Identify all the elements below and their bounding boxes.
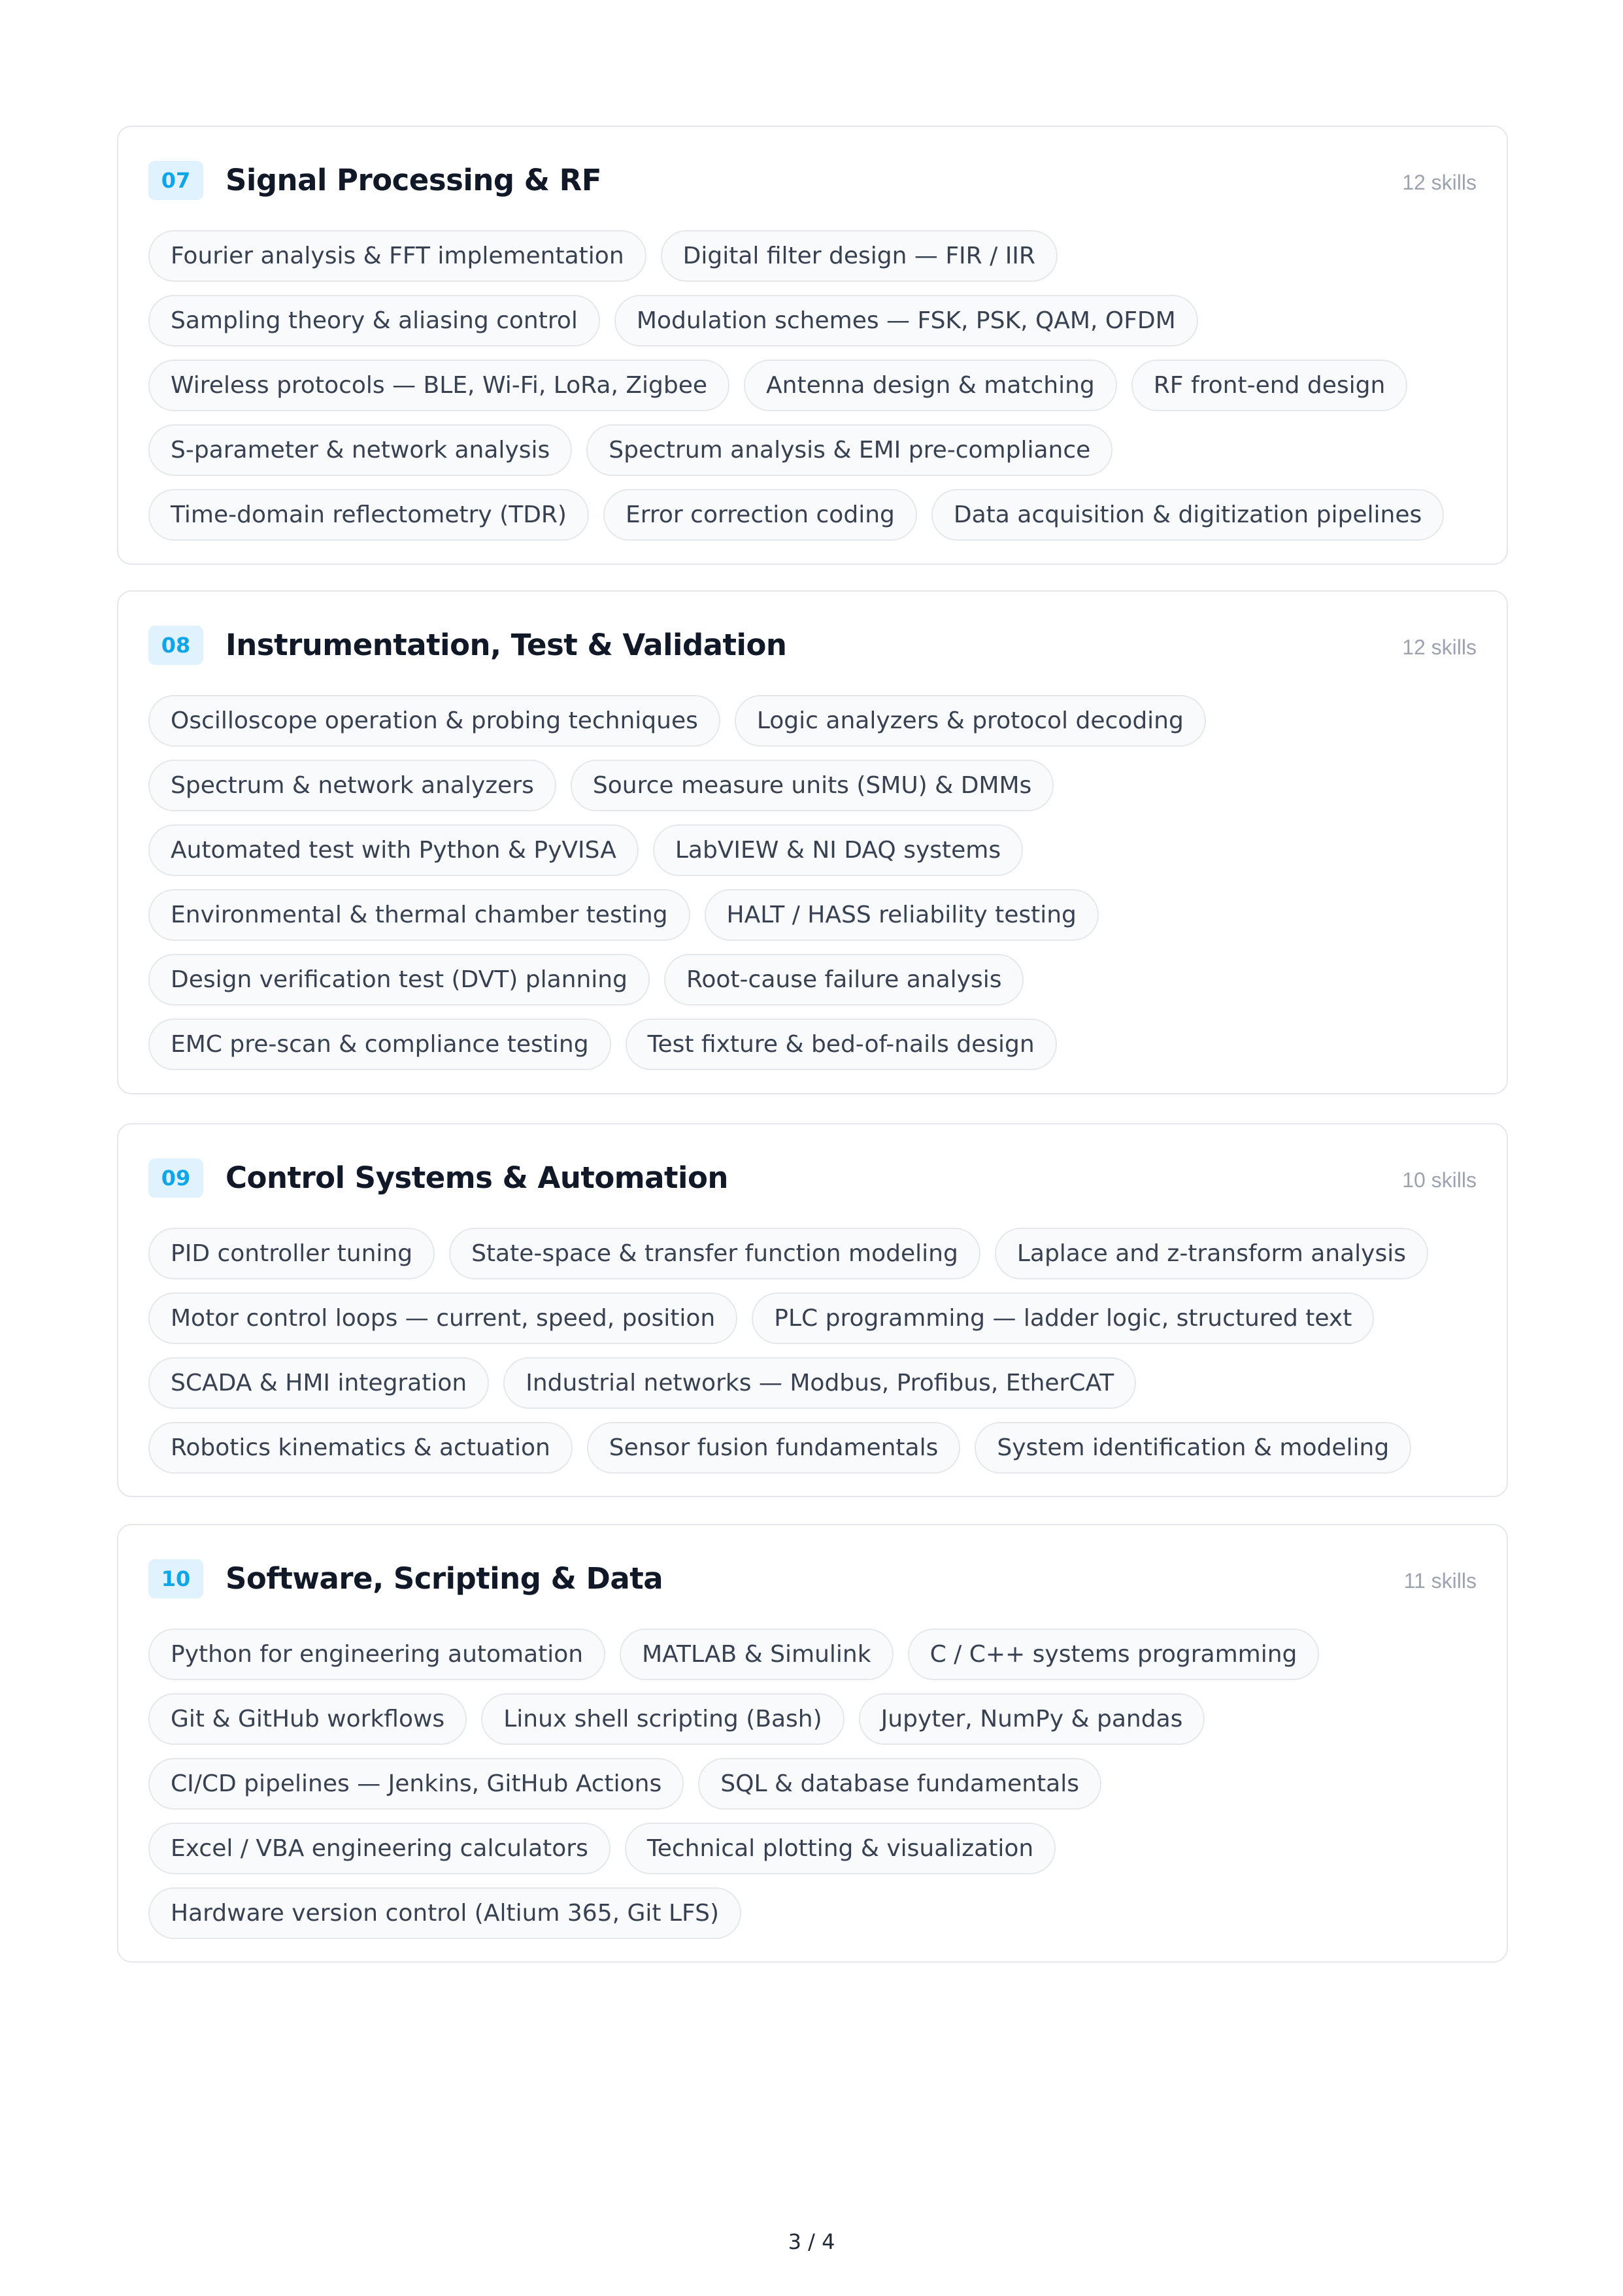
skill-chip: Design verification test (DVT) planning xyxy=(148,954,650,1005)
skill-chip: S-parameter & network analysis xyxy=(148,424,572,476)
section-header xyxy=(148,1558,1477,1600)
skill-count: 10 skills xyxy=(1402,1168,1477,1192)
skill-chip: LabVIEW & NI DAQ systems xyxy=(653,824,1023,876)
skill-chip: Git & GitHub workflows xyxy=(148,1693,467,1745)
skill-chip: Motor control loops — current, speed, position xyxy=(148,1292,737,1344)
skill-count: 12 skills xyxy=(1402,171,1477,194)
skill-chip: Industrial networks — Modbus, Profibus, EtherCAT xyxy=(503,1357,1136,1409)
skill-chip: Jupyter, NumPy & pandas xyxy=(859,1693,1205,1745)
skill-chip: Root-cause failure analysis xyxy=(664,954,1024,1005)
skill-chip: Spectrum analysis & EMI pre-compliance xyxy=(586,424,1113,476)
skill-chip: Linux shell scripting (Bash) xyxy=(481,1693,844,1745)
skill-chip: Logic analyzers & protocol decoding xyxy=(735,695,1206,747)
skill-chip: Data acquisition & digitization pipelines xyxy=(931,489,1444,541)
skill-chip: Fourier analysis & FFT implementation xyxy=(148,230,646,282)
skill-chip: MATLAB & Simulink xyxy=(620,1629,893,1680)
section-number-badge: 10 xyxy=(148,1559,203,1598)
skill-chip: Antenna design & matching xyxy=(744,360,1117,411)
skill-chip: Sampling theory & aliasing control xyxy=(148,295,600,346)
skill-chip: Excel / VBA engineering calculators xyxy=(148,1823,611,1874)
section-title: Signal Processing & RF xyxy=(226,163,602,197)
skill-chip: Technical plotting & visualization xyxy=(625,1823,1056,1874)
skill-chip: Spectrum & network analyzers xyxy=(148,760,556,811)
skill-chip: System identification & modeling xyxy=(975,1422,1411,1474)
skill-section-card xyxy=(117,590,1508,1094)
skill-chip: C / C++ systems programming xyxy=(908,1629,1320,1680)
skill-chip: Laplace and z-transform analysis xyxy=(995,1228,1428,1279)
section-number-badge: 09 xyxy=(148,1158,203,1198)
skill-chip: Hardware version control (Altium 365, Git LFS) xyxy=(148,1887,741,1939)
section-title: Instrumentation, Test & Validation xyxy=(226,628,787,662)
skill-chip: SCADA & HMI integration xyxy=(148,1357,489,1409)
skill-chip: Wireless protocols — BLE, Wi-Fi, LoRa, Zigbee xyxy=(148,360,729,411)
skill-chip: Automated test with Python & PyVISA xyxy=(148,824,639,876)
skill-chip: PLC programming — ladder logic, structured text xyxy=(752,1292,1374,1344)
section-header xyxy=(148,624,1477,666)
skill-chip: Time-domain reflectometry (TDR) xyxy=(148,489,589,541)
skill-count: 11 skills xyxy=(1403,1569,1477,1593)
skill-chip: CI/CD pipelines — Jenkins, GitHub Actions xyxy=(148,1758,684,1810)
skill-chip-list xyxy=(148,695,1477,1070)
skill-chip-list xyxy=(148,230,1477,541)
skill-section-card xyxy=(117,1524,1508,1963)
skill-chip: Robotics kinematics & actuation xyxy=(148,1422,573,1474)
section-title: Control Systems & Automation xyxy=(226,1160,728,1195)
skill-chip: HALT / HASS reliability testing xyxy=(705,889,1099,941)
section-number-badge: 07 xyxy=(148,161,203,200)
skill-chip: RF front-end design xyxy=(1131,360,1407,411)
skill-chip: Oscilloscope operation & probing techniques xyxy=(148,695,720,747)
section-header xyxy=(148,160,1477,201)
skill-count: 12 skills xyxy=(1402,635,1477,659)
skill-chip: Sensor fusion fundamentals xyxy=(587,1422,961,1474)
skill-chip-list xyxy=(148,1228,1477,1474)
skill-section-card xyxy=(117,126,1508,565)
skill-chip: Error correction coding xyxy=(603,489,917,541)
section-title: Software, Scripting & Data xyxy=(226,1561,663,1596)
section-number-badge: 08 xyxy=(148,626,203,665)
skill-chip: State-space & transfer function modeling xyxy=(449,1228,980,1279)
skill-chip: Test fixture & bed-of-nails design xyxy=(626,1019,1057,1070)
skill-chip-list xyxy=(148,1629,1477,1939)
skill-chip: Modulation schemes — FSK, PSK, QAM, OFDM xyxy=(614,295,1198,346)
skill-chip: Digital filter design — FIR / IIR xyxy=(661,230,1058,282)
skill-chip: Environmental & thermal chamber testing xyxy=(148,889,690,941)
skill-chip: PID controller tuning xyxy=(148,1228,435,1279)
skill-section-card xyxy=(117,1123,1508,1497)
skill-chip: Source measure units (SMU) & DMMs xyxy=(571,760,1054,811)
section-header xyxy=(148,1157,1477,1199)
skill-chip: EMC pre-scan & compliance testing xyxy=(148,1019,611,1070)
skill-chip: SQL & database fundamentals xyxy=(698,1758,1101,1810)
page-number: 3 / 4 xyxy=(788,2229,835,2254)
skill-chip: Python for engineering automation xyxy=(148,1629,605,1680)
